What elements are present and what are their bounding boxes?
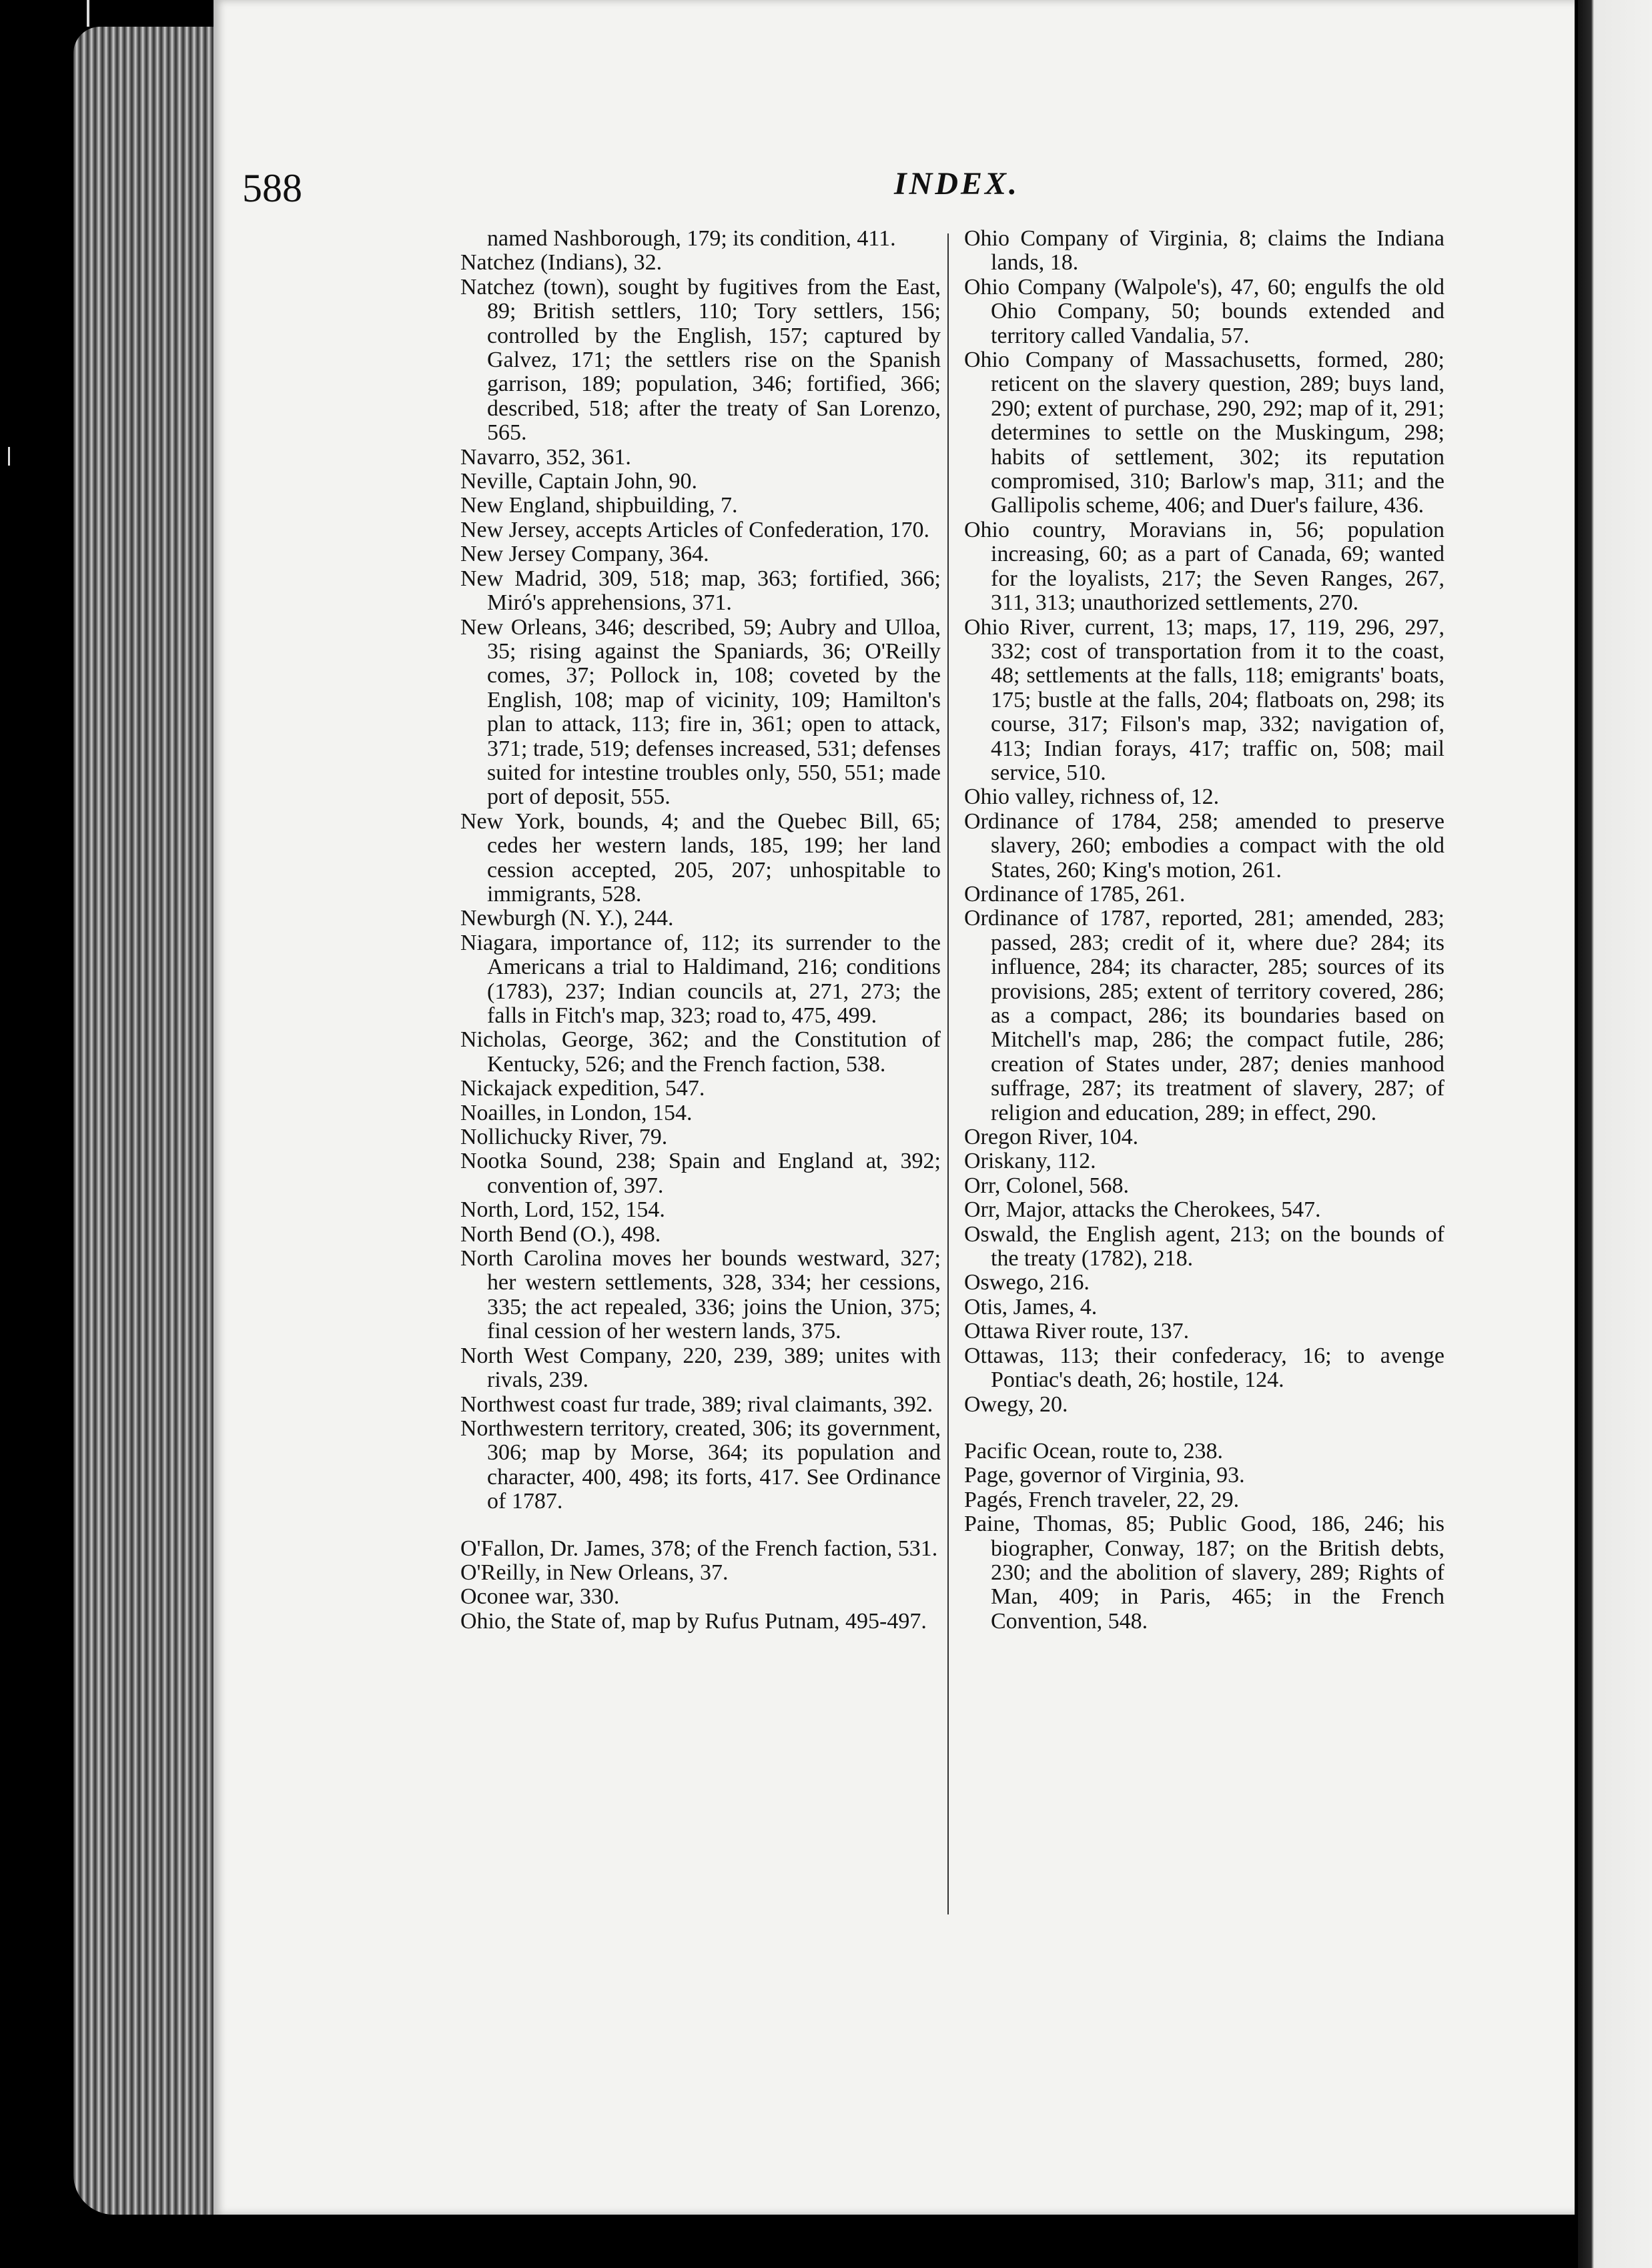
index-entry: O'Reilly, in New Orleans, 37. <box>460 1560 729 1585</box>
index-entry: Ohio country, Moravians in, 56; population increasing, 60; as a part of Canada, 69; wanted for the loyalists, 217; the Seven Ranges, 267, 311, 313; unauthorized settlements, 270. <box>964 517 1444 616</box>
index-entry: Ottawa River route, 137. <box>964 1319 1190 1344</box>
letter-section-gap <box>964 1417 1444 1440</box>
scan-mark <box>87 0 89 27</box>
index-entry: Nootka Sound, 238; Spain and England at, 392; convention of, 397. <box>460 1149 941 1198</box>
column-divider <box>947 233 949 1914</box>
index-entry: Ohio valley, richness of, 12. <box>964 784 1220 810</box>
index-entry: Oregon River, 104. <box>964 1125 1139 1150</box>
index-entry: Newburgh (N. Y.), 244. <box>460 906 674 931</box>
index-entry: New England, shipbuilding, 7. <box>460 493 738 518</box>
index-entry: named Nashborough, 179; its condition, 411. <box>487 226 896 251</box>
index-entry: Ohio Company of Virginia, 8; claims the Indiana lands, 18. <box>964 226 1444 275</box>
index-entry: New Jersey Company, 364. <box>460 542 709 567</box>
index-entry: Otis, James, 4. <box>964 1294 1098 1319</box>
index-entry: Oriskany, 112. <box>964 1149 1096 1174</box>
index-entry: North Bend (O.), 498. <box>460 1221 661 1247</box>
index-entry: New Madrid, 309, 518; map, 363; fortified, 366; Miró's apprehensions, 371. <box>460 566 941 616</box>
index-entry: Orr, Major, attacks the Cherokees, 547. <box>964 1197 1321 1223</box>
index-entry: Oswald, the English agent, 213; on the bounds of the treaty (1782), 218. <box>964 1221 1444 1271</box>
page-number: 588 <box>242 166 302 210</box>
index-entry: New Jersey, accepts Articles of Confederation, 170. <box>460 517 930 542</box>
index-entry: New York, bounds, 4; and the Quebec Bill, 65; cedes her western lands, 185, 199; her land cession accepted, 205, 207; unhospitable to immigrants, 528. <box>460 808 941 907</box>
index-entry: Oconee war, 330. <box>460 1584 620 1610</box>
index-entry: Natchez (town), sought by fugitives from the East, 89; British settlers, 110; Tory settlers, 156; controlled by the English, 157; captured by Galvez, 171; the settlers rise on the Spanish garrison, 189; population, 346; fortified, 366; described, 518; after the treaty of San Lorenzo, 565. <box>460 274 941 446</box>
index-entry: Pacific Ocean, route to, 238. <box>964 1438 1224 1464</box>
letter-section-gap <box>460 1514 941 1537</box>
index-entry: New Orleans, 346; described, 59; Aubry and Ulloa, 35; rising against the Spaniards, 36; O'Reilly comes, 37; Pollock in, 108; coveted by the English, 108; map of vicinity, 109; Hamilton's plan to attack, 113; fire in, 361; open to attack, 371; trade, 519; defenses increased, 531; defenses suited for intestine troubles only, 550, 551; made port of deposit, 555. <box>460 614 941 810</box>
index-entry: Oswego, 216. <box>964 1270 1090 1295</box>
index-entry: Ordinance of 1784, 258; amended to preserve slavery, 260; embodies a compact with the old States, 260; King's motion, 261. <box>964 808 1444 883</box>
index-entry: Navarro, 352, 361. <box>460 444 631 470</box>
index-entry: Ordinance of 1785, 261. <box>964 881 1186 907</box>
index-entry: Ohio River, current, 13; maps, 17, 119, 296, 297, 332; cost of transportation from it to the coast, 48; settlements at the falls, 118; emigrants' boats, 175; bustle at the falls, 204; flatboats on, 298; its course, 317; Filson's map, 332; navigation of, 413; Indian forays, 417; traffic on, 508; mail service, 510. <box>964 614 1444 785</box>
index-entry: Paine, Thomas, 85; Public Good, 186, 246; his biographer, Conway, 187; on the British debts, 230; and the abolition of slavery, 289; Rights of Man, 409; in Paris, 465; in the French Convention, 548. <box>964 1512 1444 1634</box>
index-entry: Northwest coast fur trade, 389; rival claimants, 392. <box>460 1391 933 1417</box>
index-entry: Pagés, French traveler, 22, 29. <box>964 1487 1240 1512</box>
index-entry: Ohio Company of Massachusetts, formed, 280; reticent on the slavery question, 289; buys land, 290; extent of purchase, 290, 292; map of it, 291; determines to settle on the Muskingum, 298; habits of settlement, 302; its reputation compromised, 310; Barlow's map, 311; and the Gallipolis scheme, 406; and Duer's failure, 436. <box>964 348 1444 518</box>
index-entry: Noailles, in London, 154. <box>460 1100 693 1125</box>
book-page-edges <box>73 27 214 2215</box>
index-column-left <box>460 227 941 1634</box>
index-entry: North, Lord, 152, 154. <box>460 1197 665 1223</box>
index-entry: Niagara, importance of, 112; its surrender to the Americans a trial to Haldimand, 216; conditions (1783), 237; Indian councils at, 271, 273; the falls in Fitch's map, 323; road to, 475, 499. <box>460 930 941 1028</box>
index-column-right <box>964 227 1444 1634</box>
index-entry: Northwestern territory, created, 306; its government, 306; map by Morse, 364; its population and character, 400, 498; its forts, 417. See Ordinance of 1787. <box>460 1415 941 1514</box>
index-entry: Natchez (Indians), 32. <box>460 250 663 275</box>
index-entry: Nollichucky River, 79. <box>460 1125 668 1150</box>
scan-mark <box>8 447 10 466</box>
index-entry: Nickajack expedition, 547. <box>460 1076 705 1101</box>
index-entry: O'Fallon, Dr. James, 378; of the French faction, 531. <box>460 1536 938 1561</box>
running-head: INDEX. <box>894 166 1020 201</box>
index-entry: Owegy, 20. <box>964 1391 1068 1417</box>
index-entry: Neville, Captain John, 90. <box>460 469 698 494</box>
index-entry: Ordinance of 1787, reported, 281; amended, 283; passed, 283; credit of it, where due? 284; its influence, 284; its character, 285; sources of its provisions, 285; extent of territory covered, 286; as a compact, 286; its boundaries based on Mitchell's map, 286; the compact futile, 286; creation of States under, 287; denies manhood suffrage, 287; its treatment of slavery, 287; of religion and education, 289; in effect, 290. <box>964 906 1444 1125</box>
index-entry: Orr, Colonel, 568. <box>964 1173 1129 1198</box>
index-entry: Ohio, the State of, map by Rufus Putnam, 495-497. <box>460 1608 927 1634</box>
index-entry: Nicholas, George, 362; and the Constitution of Kentucky, 526; and the French faction, 538. <box>460 1027 941 1077</box>
index-entry: North West Company, 220, 239, 389; unites with rivals, 239. <box>460 1343 941 1393</box>
index-entry: Ohio Company (Walpole's), 47, 60; engulfs the old Ohio Company, 50; bounds extended and territory called Vandalia, 57. <box>964 274 1444 348</box>
index-entry: Page, governor of Virginia, 93. <box>964 1463 1245 1488</box>
index-entry: North Carolina moves her bounds westward, 327; her western settlements, 328, 334; her cessions, 335; the act repealed, 336; joins the Union, 375; final cession of her western lands, 375. <box>460 1246 941 1344</box>
index-entry: Ottawas, 113; their confederacy, 16; to avenge Pontiac's death, 26; hostile, 124. <box>964 1343 1444 1393</box>
adjacent-page-edge <box>1578 0 1652 2268</box>
